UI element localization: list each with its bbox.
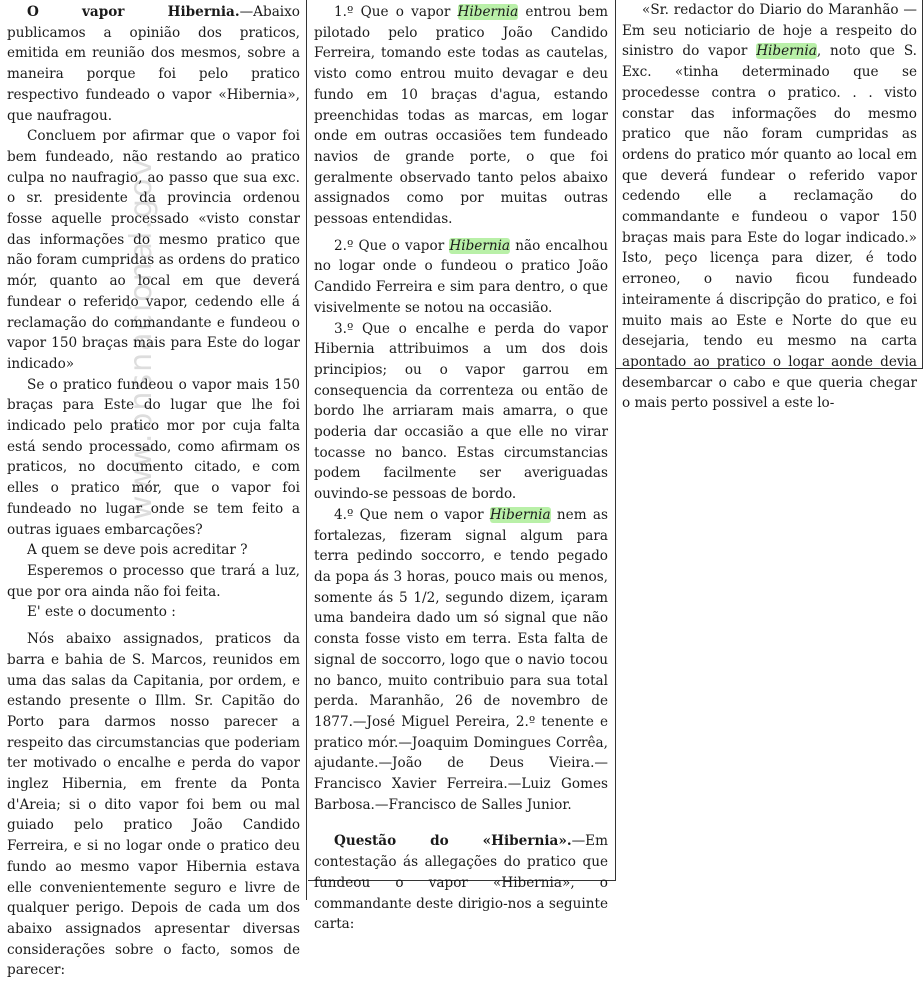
paragraph: Esperemos o processo que trará a luz, que por ora ainda não foi feita.	[7, 562, 300, 600]
paragraph: A quem se deve pois acreditar ?	[27, 542, 248, 559]
highlighted-term: Hibernia	[489, 506, 551, 523]
article-heading: O vapor Hibernia.	[27, 4, 240, 20]
article-column-2	[308, 0, 616, 933]
paragraph: Se o pratico fundeou o vapor mais 150 braças para Este do lugar que lhe foi indicado pelo pratico mor por cuja falta está sendo processado, como afirmam os praticos, no documento citado, e com elles o pratico mór, que o vapor foi fundeado no lugar onde se tem feito a outras iguaes embarcações?	[7, 376, 300, 538]
item-3: 3.º Que o encalhe e perda do vapor Hibernia attribuimos a um dos dois principios; ou o vapor garrou em consequencia da correnteza ou então de bordo lhe arriaram mais amarra, o que poderia dar occasião a que elle no virar tocasse no banco. Estas circumstancias podem facilmente ser averiguadas ouvindo-se pessoas de bordo.	[314, 320, 608, 503]
column-rule-1	[306, 0, 307, 900]
item-4: 4.º Que nem o vapor Hibernia nem as fortalezas, fizeram signal algum para terra pedindo soccorro, e tendo pegado da popa ás 3 horas, pouco mais ou menos, somente ás 5 1/2, segundo dizem, içaram uma bandeira dado um só signal que não consta fosse visto em terra. Esta falta de signal de soccorro, logo que o navio tocou no banco, muito contribuio para sua total perda. Maranhão, 26 de novembro de 1877.—José Miguel Pereira, 2.º tenente e pratico mór.—Joaquim Domingues Corrêa, ajudante.—João de Deus Vieira.—Francisco Xavier Ferreira.—Luiz Gomes Barbosa.—Francisco de Salles Junior.	[314, 506, 608, 813]
highlighted-term: Hibernia	[449, 237, 511, 254]
highlighted-term: Hibernia	[756, 43, 817, 60]
article-column-1	[0, 0, 306, 979]
highlighted-term: Hibernia	[457, 4, 519, 20]
article-column-3	[616, 0, 923, 412]
library-watermark: www.bnsnacional.gov	[124, 156, 159, 520]
paragraph: E' este o documento :	[27, 604, 176, 621]
article-intro-text: —Abaixo publicamos a opinião dos praticos, emitida em reunião dos mesmos, sobre a maneira porque foi pelo pratico respectivo fundeado o vapor «Hibernia», que naufragou.	[7, 4, 300, 124]
article-intro	[7, 2, 300, 126]
document-paragraph: Nós abaixo assignados, praticos da barra e bahia de S. Marcos, reunidos em uma das salas da Capitania, por ordem, e estando presente o Illm. Sr. Capitão do Porto para darmos nosso parecer a respeito das circumstancias que poderiam ter motivado o encalhe e perda do vapor inglez Hibernia, em frente da Ponta d'Areia; si o dito vapor foi bem ou mal guiado pelo pratico João Candido Ferreira, e si no logar onde o pratico deu fundo ao mesmo vapor Hibernia estava elle convenientemente seguro e livre de qualquer perigo. Depois de cada um dos abaixo assignados apresentar diversas considerações sobre o facto, somos de parecer:	[7, 631, 300, 979]
paragraph: Concluem por afirmar que o vapor foi bem fundeado, não restando ao pratico culpa no naufragio, ao passo que sua exc. o sr. presidente da provincia ordenou fosse aquelle processado «visto constar das informações do mesmo pratico que não foram cumpridas as ordens do pratico mór, quanto ao local em que deverá fundear o referido vapor, cedendo elle á reclamação do commandante e fundeou o vapor 150 braças mais para Este do logar indicado»	[7, 128, 300, 372]
question-heading: Questão do «Hibernia».	[334, 833, 572, 850]
question-paragraph: Questão do «Hibernia».—Em contestação ás allegações do pratico que fundeou o vapor «Hibernia», o commandante deste dirigio-nos a seguinte carta:	[314, 833, 608, 933]
item-2: 2.º Que o vapor Hibernia não encalhou no logar onde o fundeou o pratico João Candido Ferreira e sim para dentro, o que visivelmente se notou na occasião.	[314, 237, 608, 316]
item-1: 1.º Que o vapor Hibernia entrou bem pilotado pelo pratico João Candido Ferreira, tomando este todas as cautelas, visto como entrou muito devagar e deu fundo em 10 braças d'agua, estando preenchidas todas as marcas, em logar onde em outras occasiões tem fundeado navios de grande porte, o que foi geralmente observado tanto pelos abaixo assignados como por muitas outras pessoas entendidas.	[314, 4, 608, 228]
letter-paragraph: «Sr. redactor do Diario do Maranhão —Em seu noticiario de hoje a respeito do sinistro do vapor Hibernia, noto que S. Exc. «tinha determinado que se procedesse contra o pratico. . . visto constar das informações do mesmo pratico que não foram cumpridas as ordens do pratico mór quanto ao local em que deverá fundear o referido vapor cedendo elle a reclamação do commandante e fundeou o vapor 150 braças mais para Este do logar indicado.» Isto, peço licença para dizer, é todo erroneo, o navio ficou fundeado inteiramente á discripção do pratico, e foi muito mais ao Este e Norte do que eu desejaria, tendo eu mesmo na carta apontado ao pratico o logar aonde devia desembarcar o cabo e que queria chegar o mais perto possivel a este lo-	[622, 2, 917, 412]
